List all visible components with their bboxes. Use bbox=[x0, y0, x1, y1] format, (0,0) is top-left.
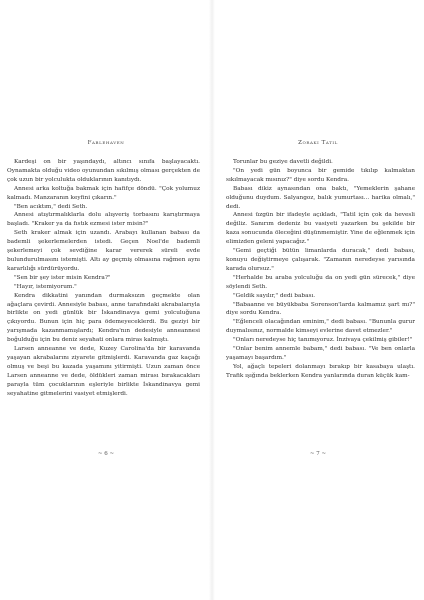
paragraph: "Babaanne ve büyükbaba Sorenson'larda kalmamız şart mı?" diye sordu Kendra. bbox=[226, 301, 415, 317]
paragraph: Annesi üzgün bir ifadeyle açıkladı, "Tatil için çok da hevesli değiliz. Sanırım dedeniz bu vasiyeti yazarken bu şekilde bir kaza sonucunda öleceğini düşünmemiştir. Yine de eğlenmek için elimizden geleni yapacağız." bbox=[226, 212, 415, 246]
paragraph: "Sen bir şey ister misin Kendra?" bbox=[14, 274, 111, 281]
paragraph: "Onlar benim annemle babam," dedi babası. "Ve ben onlarla yaşamayı başardım." bbox=[226, 346, 415, 361]
left-page-header: Fablehaven bbox=[87, 140, 125, 146]
paragraph: Annesi atıştırmalıklarla dolu alışveriş torbasını karıştırmaya başladı. "Kraker ya da fıstık ezmesi ister misin?" bbox=[7, 212, 200, 228]
paragraph: Seth kraker almak için uzandı. Arabayı kullanan babası da bademli şekerlemelerden istedi. Geçen Noel'de bademli şekerlemeyi çok sevdiğine karar vererek süreli evde bulundurulmasını istemişti. Altı ay geçmiş olmasına rağmen aynı kararlılığı sürdürüyordu. bbox=[7, 230, 200, 272]
paragraph: "Ben acıktım," dedi Seth. bbox=[14, 203, 88, 210]
left-page-number: ~ 6 ~ bbox=[97, 451, 115, 457]
paragraph: "On yedi gün boyunca bir gemide tıkılıp kalmaktan sıkılmayacak mısınız?" diye sordu Kendra. bbox=[226, 167, 415, 183]
paragraph: Babası dikiz aynasından ona baktı, "Yemeklerin şahane olduğunu duydum. Salyangoz, balık yumurtası... harika olmalı," dedi. bbox=[226, 185, 415, 210]
paragraph: Annesi arka koltuğa bakmak için hafifçe döndü. "Çok yolumuz kalmadı. Manzaranın keyfini çıkarın." bbox=[7, 185, 200, 201]
paragraph: "Herhalde bu araba yolculuğu da on yedi gün sürecek," diye söylendi Seth. bbox=[226, 274, 415, 290]
right-page bbox=[212, 0, 424, 600]
paragraph: Kardeşi on bir yaşındaydı, altıncı sınıfa başlayacaktı. Oynamakta olduğu video oyunundan sıkılmış olması gerçekten de çok uzun bir yolculukta olduklarının kanıtıydı. bbox=[7, 159, 200, 183]
paragraph: Kendra dikkatini yanından durmaksızın geçmekte olan ağaçlara çevirdi. Annesiyle babası, anne tarafındaki akrabalarıyla birlikte on yedi günlük bir İskandinavya gemi yolculuğuna çıkıyordu. Bunun için hiç para ödemeyeceklerdi. Bu geziyi bir yarışmada kazanmamışlardı; Kendra'nın dedesiyle anneannesi boğulduğu için bu deniz seyahati onlara miras kalmıştı. bbox=[7, 292, 200, 344]
paragraph: Torunlar bu geziye davetli değildi. bbox=[233, 159, 333, 165]
paragraph: "Geldik sayılır," dedi babası. bbox=[233, 292, 316, 299]
paragraph: Larsen anneanne ve dede, Kuzey Carolina'da bir karavanda yaşayan akrabalarını ziyarete gitmişlerdi. Karavanda gaz kaçağı olmuş ve beşi bu kazada yaşamını yitirmişti. Uzun zaman önce Larsen anneanne ve dede, öldükleri zaman mirası bırakacakları parayla tüm çocuklarının eşleriyle birlikte İskandinavya gemi seyahatine gitmelerini vasiyet etmişlerdi. bbox=[7, 346, 200, 397]
right-page-header: Zoraki Tatil bbox=[298, 140, 338, 146]
right-page-text bbox=[226, 158, 415, 381]
paragraph: "Gemi geçtiği bütün limanlarda duracak," dedi babası, konuyu değiştirmeye çalışarak. "Zamanın neredeyse yarısında karada olursuz." bbox=[226, 248, 415, 272]
paragraph: "Onları neredeyse hiç tanımıyoruz. İnzivaya çekilmiş gibiler!" bbox=[233, 337, 413, 344]
right-page-number: ~ 7 ~ bbox=[309, 451, 327, 457]
paragraph: "Hayır, istemiyorum." bbox=[14, 283, 77, 290]
paragraph: Yol, ağaçlı tepeleri dolanmayı bırakıp bir kasabaya ulaştı. Trafik ışığında beklerken Kendra yanlarında duran küçük kam- bbox=[226, 363, 415, 379]
paragraph: "Eğlenceli olacağından eminim," dedi babası. "Bununla gurur duymalısınız, normalde kimseyi evlerine davet etmezler." bbox=[226, 319, 415, 335]
left-page-text bbox=[7, 158, 200, 398]
